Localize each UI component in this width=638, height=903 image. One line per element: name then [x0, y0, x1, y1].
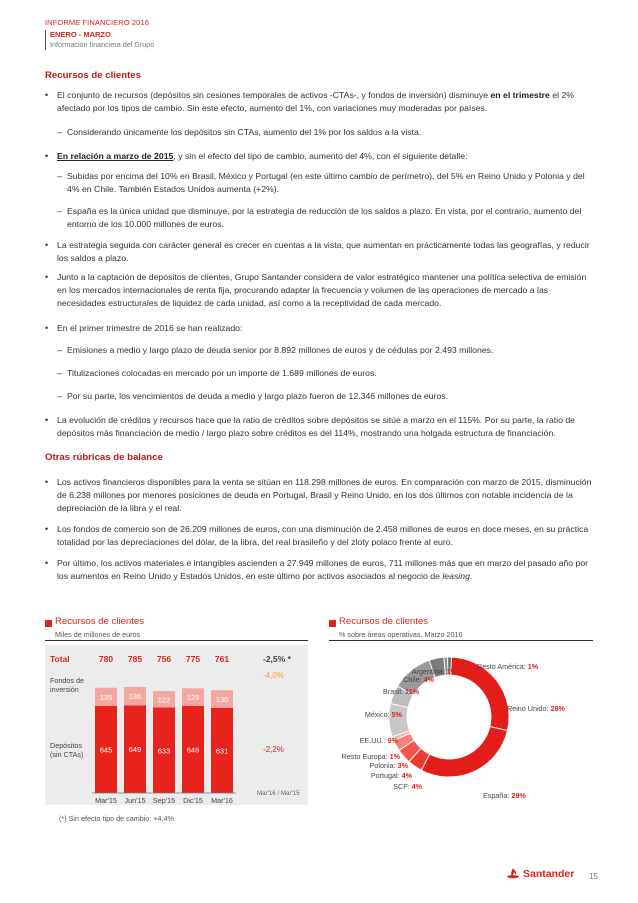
deposits-value-label: 646 — [186, 745, 200, 755]
donut-slice — [421, 727, 507, 777]
dash-mark: – — [57, 206, 63, 216]
paragraph-espana: España es la única unidad que disminuye, por la estrategia de reducción de los saldos a plazo. En vista, por el contrario, aumento del entorno de los 10.000 millones de euros. — [67, 206, 582, 229]
category-label: Dic'15 — [183, 796, 203, 805]
paragraph-titulizaciones: Titulizaciones colocadas en mercado por un importe de 1.689 millones de euros. — [67, 368, 377, 378]
brand-name: Santander — [523, 868, 575, 880]
donut-slice-label: EE.UU.: 9% — [359, 736, 398, 745]
bullet-mark: • — [45, 477, 49, 487]
paragraph-activos-financieros: Los activos financieros disponibles para la venta se sitúan en 118.298 millones de euros. En comparación con marzo de 2015, disminución de 6.238 millones por menores posiciones de deuda en Portugal, Brasil y Reino Unido, en los dos últimos con notable incidencia de la depreciación de la libra y el real. — [57, 477, 592, 513]
header-divider — [45, 30, 46, 50]
funds-value-label: 136 — [128, 692, 142, 702]
paragraph-ratio-creditos: La evolución de créditos y recursos hace que la ratio de créditos sobre depósitos se sitúe a marzo en el 115%. Por su parte, la ratio de depósitos más financiación de medio / largo plazo sobre créditos es del 114%, mostrando una holgada estructura de financiación. — [57, 415, 575, 438]
paragraph-estrategia: La estrategia seguida con carácter general es crecer en cuentas a la vista, que aumentan en prácticamente todas las geografías, y reducir los saldos a plazo. — [57, 240, 590, 263]
funds-value-label: 130 — [215, 695, 229, 705]
change-period-label: Mar'16 / Mar'15 — [257, 790, 300, 797]
bar-chart-rule — [45, 640, 308, 641]
bullet-mark: • — [45, 524, 49, 534]
bar-chart-title: Recursos de clientes — [55, 616, 145, 627]
dash-mark: – — [57, 345, 63, 355]
paragraph-fondos-comercio: Los fondos de comercio son de 26.209 millones de euros, con una disminución de 2.458 millones de euros en doce meses, en su práctica totalidad por las depreciaciones del dólar, de la libra, del real brasileño y del zloty polaco frente al euro. — [57, 524, 589, 547]
bar-chart-footnote: (*) Sin efecto tipo de cambio: +4,4% — [59, 814, 174, 823]
donut-chart-subtitle: % sobre áreas operativas. Marzo 2016 — [339, 630, 463, 639]
donut-slice-label: Reino Unido: 28% — [507, 704, 565, 713]
donut-slice-label: SCF: 4% — [393, 782, 422, 791]
paragraph-marzo-2015: En relación a marzo de 2015, y sin el efecto del tipo de cambio, aumento del 4%, con el siguiente detalle: — [57, 151, 468, 161]
total-value-label: 780 — [98, 654, 114, 664]
bullet-mark: • — [45, 558, 49, 568]
donut-slice-label: México: 5% — [364, 710, 402, 719]
funds-row-label: inversión — [50, 685, 79, 694]
deposits-change-label: -2,2% — [263, 745, 284, 754]
donut-slice-label: Brasil: 11% — [383, 687, 419, 696]
chart-legend-square — [329, 620, 336, 627]
category-label: Mar'16 — [211, 796, 233, 805]
donut-chart-title: Recursos de clientes — [339, 616, 429, 627]
paragraph-recursos-trimestre: El conjunto de recursos (depósitos sin cesiones temporales de activos -CTAs-, y fondos de inversión) disminuye en el trimestre el 2% afectado por los tipos de cambio. Sin este efecto, aumento del 1%, con variaciones muy moderadas por países. — [57, 90, 575, 113]
paragraph-vencimientos: Por su parte, los vencimientos de deuda a medio y largo plazo fueron de 12.346 millones de euros. — [67, 391, 449, 401]
paragraph-captacion: Junto a la captación de depósitos de clientes, Grupo Santander considera de valor estratégico mantener una política selectiva de emisión en los mercados internacionales de renta fija, procurando adaptar la frecuencia y volumen de las operaciones de mercado a las necesidades estructurales de liquidez de cada unidad, así como a la receptividad de cada mercado. — [57, 272, 587, 308]
dash-mark: – — [57, 171, 63, 181]
report-period: ENERO - MARZO — [50, 30, 111, 39]
dash-mark: – — [57, 391, 63, 401]
deposits-row-label: (sin CTAs) — [50, 750, 84, 759]
donut-slice-label: Resto Europa: 1% — [341, 752, 400, 761]
donut-slice — [389, 703, 409, 736]
bullet-mark: • — [45, 151, 49, 161]
donut-slice-label: Argentina: 1% — [411, 667, 457, 676]
deposits-value-label: 631 — [215, 746, 229, 756]
deposits-row-label: Depósitos — [50, 741, 82, 750]
paragraph-primer-trimestre: En el primer trimestre de 2016 se han realizado: — [57, 323, 243, 333]
funds-row-label: Fondos de — [50, 676, 84, 685]
paragraph-emisiones: Emisiones a medio y largo plazo de deuda senior por 8.892 millones de euros y de cédulas por 2.493 millones. — [67, 345, 494, 355]
donut-slice-label: España: 29% — [483, 791, 526, 800]
bar-chart — [45, 645, 308, 830]
section-title-otras-rubricas: Otras rúbricas de balance — [45, 452, 163, 463]
donut-slice-label: Resto América: 1% — [477, 662, 539, 671]
funds-value-label: 135 — [99, 692, 113, 702]
funds-value-label: 122 — [157, 695, 171, 705]
chart-legend-square — [45, 620, 52, 627]
bar-chart-subtitle: Miles de millones de euros — [55, 630, 141, 639]
page-number: 15 — [589, 872, 598, 881]
bullet-mark: • — [45, 90, 49, 100]
donut-chart — [329, 645, 593, 815]
donut-slice-label: Chile: 4% — [403, 675, 434, 684]
deposits-value-label: 645 — [99, 745, 113, 755]
flame-icon — [506, 868, 520, 880]
funds-change-label: -4,0% — [263, 671, 284, 680]
report-title: INFORME FINANCIERO 2016 — [45, 18, 149, 27]
total-value-label: 761 — [214, 654, 230, 664]
dash-mark: – — [57, 127, 63, 137]
category-label: Sep'15 — [152, 796, 176, 805]
total-change-label: -2,5% * — [263, 654, 291, 664]
donut-slice-label: Portugal: 4% — [370, 771, 412, 780]
bullet-mark: • — [45, 415, 49, 425]
deposits-value-label: 633 — [157, 746, 171, 756]
category-label: Jun'15 — [124, 796, 146, 805]
bullet-mark: • — [45, 240, 49, 250]
santander-logo — [506, 868, 574, 880]
total-value-label: 785 — [127, 654, 143, 664]
bar-chart-background — [45, 645, 308, 805]
dash-mark: – — [57, 368, 63, 378]
paragraph-activos-materiales: Por último, los activos materiales e intangibles ascienden a 27.949 millones de euros, 711 millones más que en marzo del pasado año por los aumentos en Reino Unido y Estados Unidos, en este último por activos asociados al negocio de leasing. — [57, 558, 589, 581]
funds-value-label: 129 — [186, 693, 200, 703]
donut-chart-rule — [329, 640, 593, 641]
report-section: Información financiera del Grupo — [50, 40, 155, 49]
donut-slice-label: Polonia: 3% — [369, 761, 408, 770]
paragraph-subidas: Subidas por encima del 10% en Brasil, México y Portugal (en este último cambio de perímetro), del 5% en Reino Unido y Polonia y del 4% en Chile. También Estados Unidos aumenta (+2%). — [67, 171, 585, 194]
section-title-recursos: Recursos de clientes — [45, 70, 141, 81]
total-row-label: Total — [50, 654, 70, 664]
bullet-mark: • — [45, 323, 49, 333]
total-value-label: 756 — [156, 654, 172, 664]
deposits-value-label: 649 — [128, 745, 142, 755]
total-value-label: 775 — [185, 654, 201, 664]
bullet-mark: • — [45, 272, 49, 282]
category-label: Mar'15 — [95, 796, 117, 805]
paragraph-depositos-vista: Considerando únicamente los depósitos sin CTAs, aumento del 1% por los saldos a la vista. — [67, 127, 422, 137]
